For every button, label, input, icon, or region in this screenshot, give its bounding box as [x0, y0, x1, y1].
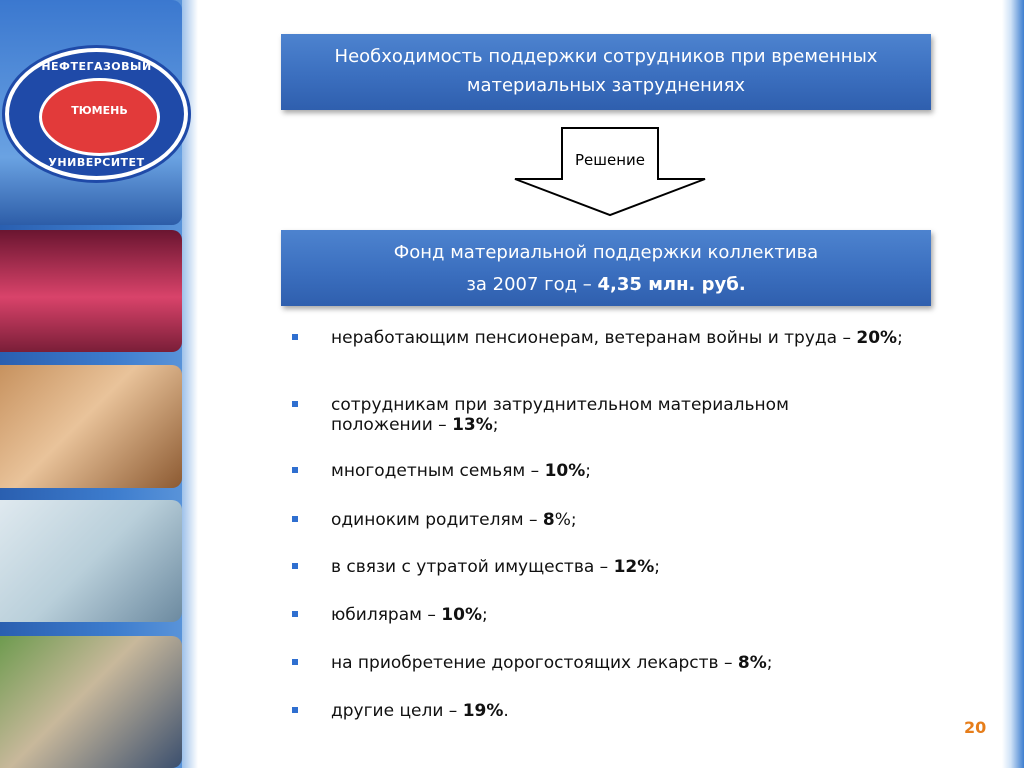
item-text: на приобретение дорогостоящих лекарств –: [331, 653, 738, 673]
bullet-icon: [292, 334, 298, 340]
item-value: 12%: [613, 557, 655, 577]
item-value: 8%: [737, 653, 767, 673]
photo-graduate-girl: [0, 365, 182, 488]
photo-oil-pump-sunset: [0, 230, 182, 352]
item-suffix: ;: [585, 461, 591, 481]
item-value: 8: [542, 510, 555, 530]
bullet-icon: [292, 401, 298, 407]
right-edge-decoration: [1002, 0, 1024, 768]
header-line-1: Необходимость поддержки сотрудников при временных: [334, 46, 878, 67]
item-value: 10%: [441, 605, 482, 625]
photo-office-workers: [0, 500, 182, 622]
item-text: одиноким родителям –: [331, 510, 543, 530]
item-suffix: .: [503, 701, 509, 721]
bullet-icon: [292, 467, 298, 473]
item-text: юбилярам –: [331, 605, 442, 625]
item-text: в связи с утратой имущества –: [331, 557, 614, 577]
item-value: 10%: [544, 461, 586, 481]
header-box: [281, 34, 931, 110]
logo-inner-emblem: [39, 78, 160, 156]
item-value: 19%: [462, 701, 504, 721]
item-text: многодетным семьям –: [331, 461, 545, 481]
item-suffix: ;: [897, 328, 903, 348]
item-suffix: ;: [481, 605, 488, 625]
item-suffix: ;: [766, 653, 773, 673]
item-suffix: ;: [492, 415, 499, 435]
arrow-label: Решение: [574, 151, 645, 169]
bullet-icon: [292, 611, 298, 617]
fund-line-1: Фонд материальной поддержки коллектива: [393, 242, 819, 263]
item-value: 13%: [452, 415, 493, 435]
logo-bottom-text: УНИВЕРСИТЕТ: [48, 156, 145, 169]
page-number: 20: [964, 718, 987, 737]
fund-amount: 4,35 млн. руб.: [597, 274, 746, 295]
item-text: другие цели –: [331, 701, 463, 721]
bullet-icon: [292, 707, 298, 713]
bullet-icon: [292, 659, 298, 665]
fund-line-2: [281, 269, 931, 301]
logo-city-text: ТЮМЕНЬ: [71, 104, 128, 117]
item-text: неработающим пенсионерам, ветеранам войны и труда –: [331, 328, 857, 348]
item-suffix: ;: [654, 557, 661, 577]
item-value: 20%: [856, 328, 898, 348]
university-logo: [5, 48, 188, 180]
photo-graduates-group: [0, 636, 182, 768]
bullet-icon: [292, 563, 298, 569]
fund-box: [281, 230, 931, 306]
down-arrow-icon: [512, 127, 708, 217]
logo-top-text: НЕФТЕГАЗОВЫЙ: [41, 60, 152, 73]
item-suffix: %;: [554, 510, 577, 530]
item-text: сотрудникам при затруднительном материальном положении –: [331, 395, 789, 435]
fund-period: за 2007 год –: [466, 274, 598, 295]
bullet-icon: [292, 516, 298, 522]
header-line-2: материальных затруднениях: [466, 75, 746, 96]
